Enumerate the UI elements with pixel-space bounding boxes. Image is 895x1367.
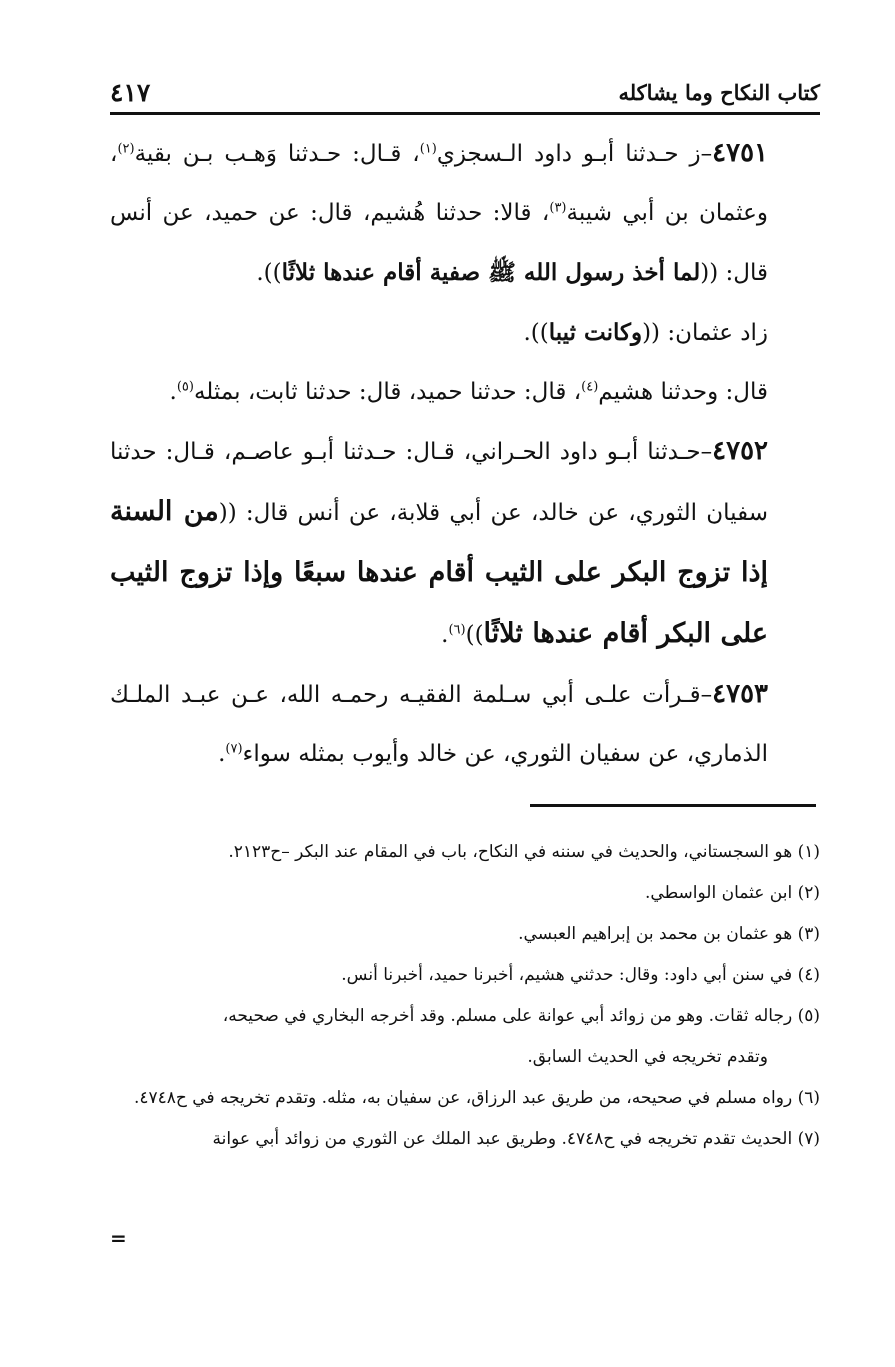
second-isnad-line xyxy=(110,363,820,422)
isnad-text: –قـرأت علـى أبي سـلمة الفقيـه رحمـه الله، عـن عبـد الملـك الذماري، عن سفيان الثوري، عن خالد وأيوب بمثله سواء xyxy=(110,682,768,767)
isnad-text: ، وعثمان بن أبي شيبة xyxy=(110,141,768,226)
footnote-ref: (٥) xyxy=(176,379,194,395)
matn-text: من السنة إذا تزوج البكر على الثيب أقام عندها سبعًا وإذا تزوج الثيب على البكر أقام عندها ثلاثًا xyxy=(110,496,768,649)
page-number: ٤١٧ xyxy=(110,77,151,107)
footnote-ref: (١) xyxy=(419,141,437,157)
footnote-2: (٢) ابن عثمان الواسطي. xyxy=(645,883,820,903)
footnote-5-continued: وتقدم تخريجه في الحديث السابق. xyxy=(527,1047,768,1067)
addition-line xyxy=(110,303,820,363)
quote-close: )). xyxy=(523,320,549,346)
continuation-mark: = xyxy=(110,1226,127,1250)
hadith-4751 xyxy=(110,124,820,303)
hadith-number: ٤٧٥٣ xyxy=(712,679,768,709)
footnote-7: (٧) الحديث تقدم تخريجه في ح٤٧٤٨. وطريق عبد الملك عن الثوري من زوائد أبي عوانة xyxy=(212,1129,820,1149)
matn-text: وكانت ثيبا xyxy=(548,319,643,346)
footnote-ref: (٣) xyxy=(549,200,567,216)
main-text xyxy=(110,124,820,784)
footnote-ref: (٦) xyxy=(448,622,466,638)
hadith-number: ٤٧٥٢ xyxy=(712,436,768,466)
footnote-separator xyxy=(530,804,816,807)
quote-close: )). xyxy=(256,260,282,286)
hadith-4753 xyxy=(110,665,820,784)
footnote-6: (٦) رواه مسلم في صحيحه، من طريق عبد الرزاق، عن سفيان به، مثله. وتقدم تخريجه في ح٤٧٤٨. xyxy=(133,1088,820,1108)
isnad-text: –ز حـدثنا أبـو داود الـسجزي xyxy=(436,141,713,167)
footnote-4: (٤) في سنن أبي داود: وقال: حدثني هشيم، أخبرنا حميد، أخبرنا أنس. xyxy=(341,965,820,985)
line-end: . xyxy=(441,622,449,648)
quote-close: )) xyxy=(465,622,484,648)
line-end: . xyxy=(218,741,226,767)
isnad-text: ، قال: حدثنا حميد، قال: حدثنا ثابت، بمثله xyxy=(193,379,582,405)
footnotes xyxy=(110,832,820,1160)
addition-prefix: زاد عثمان: (( xyxy=(642,320,768,346)
footnote-5: (٥) رجاله ثقات. وهو من زوائد أبي عوانة على مسلم. وقد أخرجه البخاري في صحيحه، xyxy=(222,1006,820,1026)
footnote-ref: (٧) xyxy=(225,741,243,757)
hadith-number: ٤٧٥١ xyxy=(712,138,768,168)
footnote-3: (٣) هو عثمان بن محمد بن إبراهيم العبسي. xyxy=(518,924,820,944)
isnad-text: ، قالا: حدثنا هُشيم، قال: عن حميد، عن أنس قال: (( xyxy=(110,200,768,286)
isnad-text: ، قـال: حـدثنا وَهـب بـن بقية xyxy=(134,141,420,167)
isnad-text: قال: وحدثنا هشيم xyxy=(598,379,768,405)
line-end: . xyxy=(169,379,177,405)
running-header xyxy=(110,72,820,115)
footnote-ref: (٤) xyxy=(581,379,599,395)
footnote-1: (١) هو السجستاني، والحديث في سننه في النكاح، باب في المقام عند البكر –ح٢١٢٣. xyxy=(228,842,820,862)
footnote-ref: (٢) xyxy=(117,141,135,157)
matn-text: لما أخذ رسول الله ﷺ صفية أقام عندها ثلاثًا xyxy=(281,259,701,286)
hadith-4752 xyxy=(110,422,820,665)
isnad-text: –حـدثنا أبـو داود الحـراني، قـال: حـدثنا أبـو عاصـم، قـال: حدثنا سفيان الثوري، عن خالد، عن أبي قلابة، عن أنس قال: (( xyxy=(110,439,768,526)
chapter-title: كتاب النكاح وما يشاكله xyxy=(618,79,820,105)
